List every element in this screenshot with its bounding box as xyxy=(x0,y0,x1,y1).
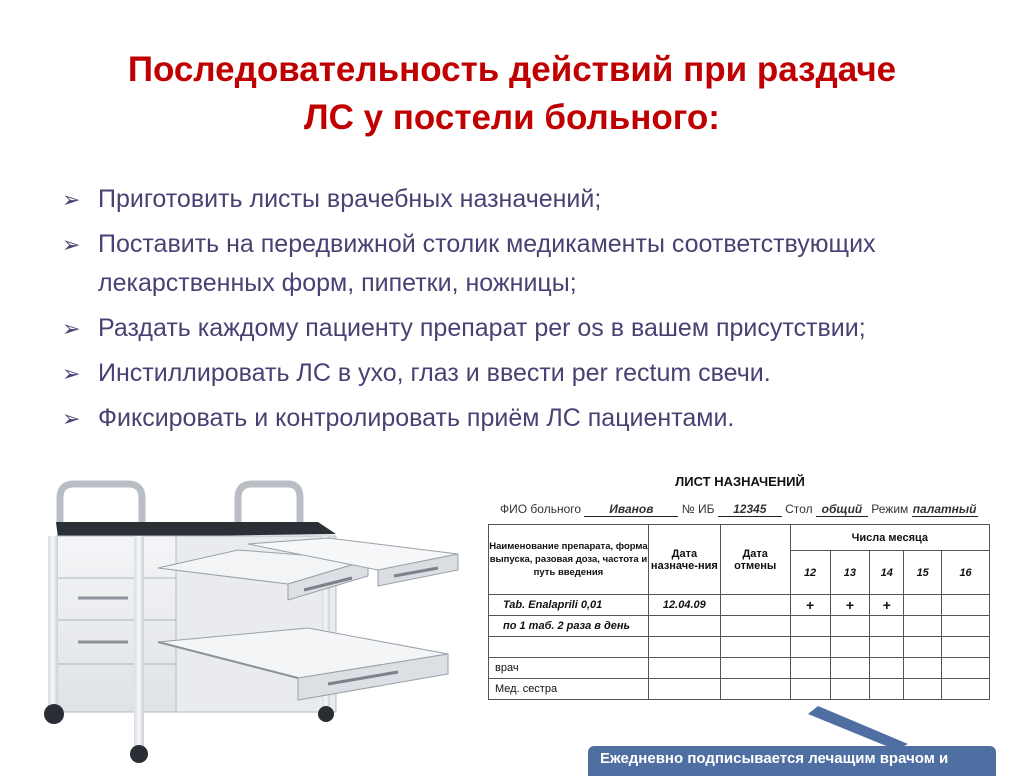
empty-cell xyxy=(489,637,649,658)
empty-cell xyxy=(870,658,904,679)
slide-title xyxy=(40,46,984,142)
empty-cell xyxy=(942,616,990,637)
day-header: 13 xyxy=(830,551,870,595)
mark-cell: + xyxy=(870,595,904,616)
cancel-date-cell xyxy=(720,595,790,616)
callout-note: Ежедневно подписывается лечащим врачом и xyxy=(588,746,996,776)
mark-cell xyxy=(904,595,942,616)
mark-cell: + xyxy=(790,595,830,616)
drug-dosage-cell: по 1 таб. 2 раза в день xyxy=(489,616,649,637)
empty-cell xyxy=(870,679,904,700)
title-line-1: Последовательность действий при раздаче xyxy=(127,50,897,89)
column-header-name: Наименование препарата, форма выпуска, разовая доза, частота и путь введения xyxy=(489,525,649,595)
empty-cell xyxy=(790,616,830,637)
empty-cell xyxy=(790,679,830,700)
empty-cell xyxy=(942,637,990,658)
table-value: общий xyxy=(816,502,868,517)
mode-value: палатный xyxy=(912,502,977,516)
sheet-title: ЛИСТ НАЗНАЧЕНИЙ xyxy=(675,474,805,489)
arrow-bullet-icon: ➢ xyxy=(62,406,81,431)
bullet-item: ➢ Поставить на передвижной столик медикаменты соответствующих лекарственных форм, пипетки, ножницы; xyxy=(62,225,982,303)
empty-cell xyxy=(648,679,720,700)
mode-label: Режим xyxy=(871,502,909,516)
empty-cell xyxy=(830,658,870,679)
empty-cell xyxy=(870,616,904,637)
fio-value: Иванов xyxy=(584,502,678,517)
title-line-2: ЛС у постели больного: xyxy=(304,98,720,137)
arrow-bullet-icon: ➢ xyxy=(62,187,81,212)
start-date-cell: 12.04.09 xyxy=(648,595,720,616)
empty-cell xyxy=(720,658,790,679)
empty-cell xyxy=(942,679,990,700)
doctor-row-label: врач xyxy=(489,658,649,679)
medical-cart-image xyxy=(38,478,468,764)
day-header: 14 xyxy=(870,551,904,595)
empty-cell xyxy=(720,679,790,700)
empty-cell xyxy=(648,637,720,658)
fio-label: ФИО больного xyxy=(500,502,582,516)
drug-cell: Tab. Enalaprili 0,01 xyxy=(489,595,649,616)
arrow-bullet-icon: ➢ xyxy=(62,316,81,341)
empty-cell xyxy=(720,637,790,658)
empty-cell xyxy=(648,616,720,637)
bullet-item: ➢ Инстиллировать ЛС в ухо, глаз и ввести per rectum свечи. xyxy=(62,354,982,393)
callout-arrow-icon xyxy=(808,706,908,750)
mark-cell: + xyxy=(830,595,870,616)
empty-cell xyxy=(790,658,830,679)
prescription-sheet xyxy=(484,474,996,714)
empty-cell xyxy=(830,637,870,658)
table-label: Стол xyxy=(785,502,813,516)
empty-cell xyxy=(830,616,870,637)
bullet-item: ➢ Фиксировать и контролировать приём ЛС пациентами. xyxy=(62,399,982,438)
empty-cell xyxy=(830,679,870,700)
ib-label: № ИБ xyxy=(681,502,715,516)
column-header-cancel-date: Дата отмены xyxy=(720,525,790,595)
column-header-days: Числа месяца xyxy=(790,525,989,551)
empty-cell xyxy=(904,616,942,637)
ib-value: 12345 xyxy=(718,502,782,517)
empty-cell xyxy=(790,637,830,658)
prescription-table xyxy=(488,524,990,700)
sheet-header xyxy=(500,502,978,517)
arrow-bullet-icon: ➢ xyxy=(62,232,81,257)
day-header: 12 xyxy=(790,551,830,595)
arrow-bullet-icon: ➢ xyxy=(62,361,81,386)
column-header-start-date: Дата назначе-ния xyxy=(648,525,720,595)
empty-cell xyxy=(648,658,720,679)
empty-cell xyxy=(904,679,942,700)
empty-cell xyxy=(904,658,942,679)
empty-cell xyxy=(904,637,942,658)
empty-cell xyxy=(870,637,904,658)
bullet-item: ➢ Приготовить листы врачебных назначений; xyxy=(62,180,982,219)
day-header: 15 xyxy=(904,551,942,595)
bullet-item: ➢ Раздать каждому пациенту препарат per os в вашем присутствии; xyxy=(62,309,982,348)
mark-cell xyxy=(942,595,990,616)
nurse-row-label: Мед. сестра xyxy=(489,679,649,700)
bullet-list xyxy=(62,180,982,444)
empty-cell xyxy=(720,616,790,637)
empty-cell xyxy=(942,658,990,679)
day-header: 16 xyxy=(942,551,990,595)
